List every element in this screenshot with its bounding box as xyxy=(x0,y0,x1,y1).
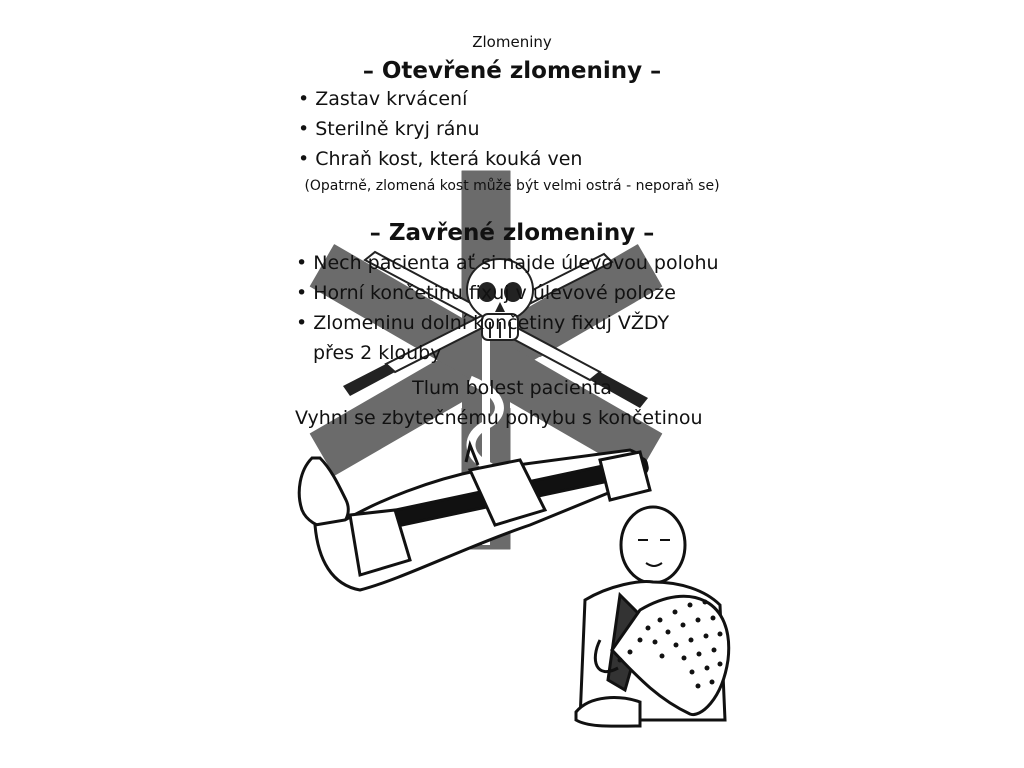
man-with-sling-icon xyxy=(576,507,729,726)
list-item: • Chraň kost, která kouká ven xyxy=(298,148,582,170)
heading-text: Otevřené zlomeniny xyxy=(381,58,643,84)
section-heading-open xyxy=(0,58,1024,84)
warning-note: (Opatrně, zlomená kost může být velmi ostrá - neporaň se) xyxy=(304,178,720,194)
heading-dash-left: – xyxy=(362,59,374,84)
list-item: • Sterilně kryj ránu xyxy=(298,118,480,140)
list-item: • Nech pacienta ať si najde úlevovou polohu xyxy=(296,252,719,274)
list-item: • Zlomeninu dolní končetiny fixuj VŽDY xyxy=(296,312,669,334)
heading-text: Zavřené zlomeniny xyxy=(388,220,636,246)
document-title: Zlomeniny xyxy=(472,33,552,51)
list-item: • Horní končetinu fixuj v úlevové poloze xyxy=(296,282,676,304)
heading-dash-left: – xyxy=(369,221,381,246)
extra-instruction: Tlum bolest pacienta xyxy=(412,377,612,399)
list-item: • Zastav krvácení xyxy=(298,88,467,110)
heading-dash-right: – xyxy=(650,59,662,84)
section-heading-closed xyxy=(0,220,1024,246)
list-item-continuation: přes 2 klouby xyxy=(313,342,442,364)
extra-instruction: Vyhni se zbytečnému pohybu s končetinou xyxy=(295,407,703,429)
heading-dash-right: – xyxy=(643,221,655,246)
